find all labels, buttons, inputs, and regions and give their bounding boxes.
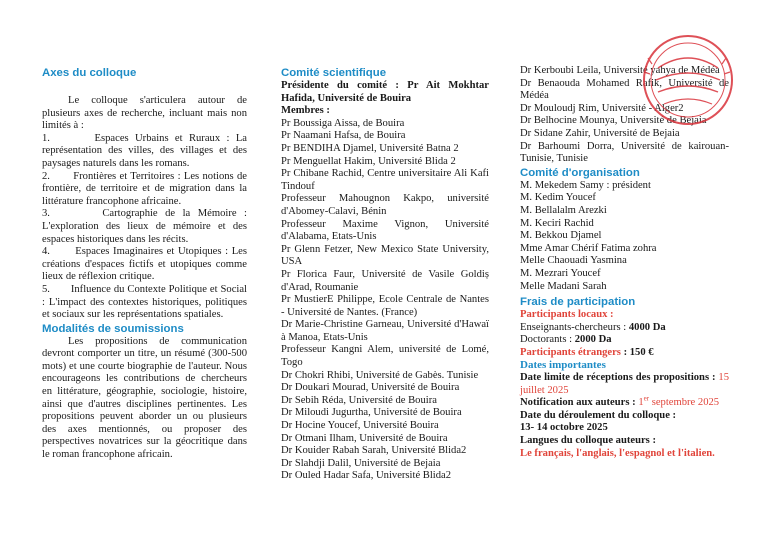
column-middle	[281, 66, 489, 483]
comite-member: Dr Miloudi Jugurtha, Université de Bouira	[281, 407, 462, 419]
comite-member: Dr Belhocine Mounya, Université de Bejaia	[520, 115, 707, 127]
date-limite-label: Date limite de réceptions des propositions :	[520, 372, 716, 384]
etrangers-row	[520, 347, 729, 360]
comite-member: Dr Ouled Hadar Safa, Université Blida2	[281, 470, 452, 482]
enseignants-label: Enseignants-chercheurs :	[520, 321, 627, 333]
notification-value: 1er septembre 2025	[638, 394, 720, 409]
participants-locaux-label: Participants locaux :	[520, 309, 614, 321]
comite-member: Pr Boussiga Aissa, de Bouira	[281, 117, 405, 129]
axes-heading: Axes du colloque	[42, 67, 137, 79]
soumissions-text: Les propositions de communication devront comporter un titre, un résumé (300-500 mots) et une courte biographie de l'auteur. Nous encourageons les contributions de chercheurs en littérature, géographie, sociologie, histoire, ainsi que d'autres disciplines pertinentes. Les propositions peuvent aborder un ou plusieurs des axes mentionnés, ou proposer des perspectives novatrices sur la géocritique dans le roman francophone africain.	[42, 335, 247, 461]
organisation-member: M. Bellalalm Arezki	[520, 204, 607, 216]
notification-label: Notification aux auteurs :	[520, 397, 636, 409]
president-comite: Présidente du comité : Pr Ait Mokhtar Hafida, Université de Bouira	[281, 80, 489, 104]
comite-member: Dr Slahdji Dalil, Université de Bejaia	[281, 457, 441, 469]
axes-list	[42, 133, 247, 322]
enseignants-value: 4000 Da	[628, 321, 666, 333]
comite-member: Pr MustierE Philippe, Ecole Centrale de Nantes - Université de Nantes. (France)	[281, 294, 489, 318]
date-limite	[520, 372, 729, 397]
organisation-member: M. Mezrari Youcef	[520, 267, 601, 279]
date-limite-value: 15 juillet 2025	[520, 372, 729, 396]
comite-member: Dr Marie-Christine Garneau, Université d'Hawaï à Manoa, Etats-Unis	[281, 319, 489, 343]
frais-heading: Frais de participation	[520, 296, 636, 309]
deroulement-label: Date du déroulement du colloque :	[520, 409, 677, 421]
axes-item: 1. Espaces Urbains et Ruraux : La représentation des villes, des villages et des paysages naturels dans les romans.	[42, 132, 247, 169]
comite-member: Pr Menguellat Hakim, Université Blida 2	[281, 155, 456, 167]
comite-organisation-list	[520, 180, 729, 293]
organisation-member: Mme Amar Chérif Fatima zohra	[520, 242, 657, 254]
dates-heading: Dates importantes	[520, 359, 606, 372]
comite-member: Professeur Mahougnon Kakpo, université d'Abomey-Calavi, Bénin	[281, 193, 489, 217]
comite-member: Pr Florica Faur, Université de Vasile Goldiș d'Arad, Roumanie	[281, 268, 489, 293]
soumissions-heading: Modalités de soumissions	[42, 322, 184, 335]
axes-item: 3. Cartographie de la Mémoire : L'exploration des lieux de mémoire et des espaces historiques dans les récits.	[42, 208, 247, 245]
comite-member: Pr Naamani Hafsa, de Bouira	[281, 130, 406, 142]
comite-member: Dr Kerboubi Leila, Université yahya de Médéa	[520, 65, 720, 76]
axes-intro: Le colloque s'articulera autour de plusieurs axes de recherche, incluant mais non limités à :	[42, 95, 247, 132]
organisation-member: M. Bekkou Djamel	[520, 230, 602, 242]
comite-member: Professeur Maxime Vignon, Université d'Alabama, Etats-Unis	[281, 218, 489, 243]
column-left	[42, 66, 247, 462]
doctorants-label: Doctorants :	[520, 334, 573, 346]
notification-row	[520, 394, 729, 410]
comite-member: Dr Otmani Ilham, Université de Bouira	[281, 432, 448, 444]
axes-item: 5. Influence du Contexte Politique et Social : L'impact des contextes historiques, politiques et sociaux sur les représentations spatiales.	[42, 283, 247, 321]
comite-scientifique-list	[281, 118, 489, 483]
deroulement-value: 13- 14 octobre 2025	[520, 422, 608, 434]
comite-member: Dr Hocine Youcef, Université Bouira	[281, 420, 439, 432]
comite-member: Dr Kouider Rabah Sarah, Université Blida2	[281, 445, 467, 457]
organisation-member: M. Keciri Rachid	[520, 217, 594, 229]
organisation-member: Melle Madani Sarah	[520, 280, 607, 292]
axes-item: 2. Frontières et Territoires : Les notions de frontière, de territoire et de migration dans la littérature francophone africaine.	[42, 170, 247, 207]
doctorants-value: 2000 Da	[574, 334, 612, 346]
comite-organisation-heading: Comité d'organisation	[520, 166, 640, 179]
organisation-member: Melle Chaouadi Yasmina	[520, 255, 627, 267]
membres-label: Membres :	[281, 105, 330, 117]
comite-member: Professeur Kangni Alem, université de Lomé, Togo	[281, 344, 489, 369]
comite-member: Pr BENDIHA Djamel, Université Batna 2	[281, 142, 459, 154]
comite-member: Dr Mouloudj Rim, Université - Alger2	[520, 102, 684, 114]
comite-member: Dr Barhoumi Dorra, Université de kairouan-Tunisie, Tunisie	[520, 140, 729, 165]
axes-item: 4. Espaces Imaginaires et Utopiques : Les créations d'espaces fictifs et utopiques comme lieux de réflexion critique.	[42, 246, 247, 283]
comite-member: Dr Sidane Zahir, Université de Bejaia	[520, 127, 680, 139]
doctorants-row	[520, 334, 729, 347]
comite-member: Dr Sebih Réda, Université de Bouira	[281, 394, 437, 406]
langues-value: Le français, l'anglais, l'espagnol et l'italien.	[520, 447, 715, 459]
comite-member: Pr Glenn Fetzer, New Mexico State University, USA	[281, 243, 489, 268]
enseignants-row	[520, 322, 729, 335]
comite-scientifique-heading: Comité scientifique	[281, 67, 387, 79]
etrangers-value: : 150 €	[623, 346, 654, 358]
official-stamp-icon	[618, 28, 748, 128]
comite-member: Dr Benaouda Mohamed Rafik, Université de Médéa	[520, 77, 729, 102]
comite-member: Dr Doukari Mourad, Université de Bouira	[281, 382, 460, 394]
organisation-member: M. Mekedem Samy : président	[520, 179, 651, 191]
etrangers-label: Participants étrangers	[520, 346, 621, 358]
organisation-member: M. Kedim Youcef	[520, 192, 596, 204]
comite-member: Dr Chokri Rhibi, Université de Gabès. Tunisie	[281, 369, 479, 381]
comite-member: Pr Chibane Rachid, Centre universitaire Ali Kafi Tindouf	[281, 168, 489, 192]
langues-label: Langues du colloque auteurs :	[520, 435, 656, 447]
